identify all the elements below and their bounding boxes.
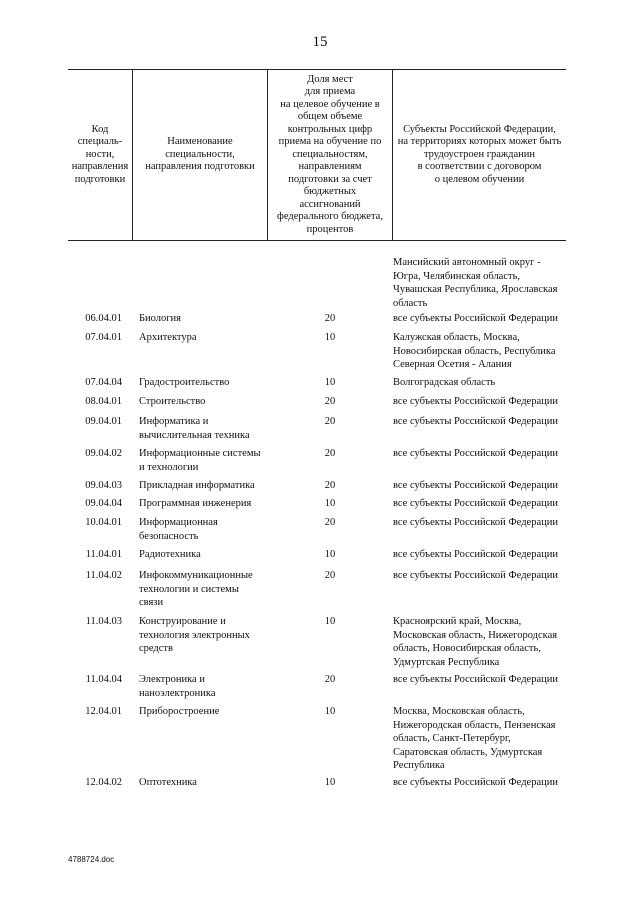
row-share: 20 — [324, 396, 336, 407]
row-subjects: все субъекты Российской Федерации — [393, 416, 558, 427]
row-code: 11.04.04 — [85, 674, 122, 685]
row-name: Инфокоммуникационные технологии и системы связи — [139, 570, 253, 608]
table-header — [68, 69, 566, 241]
row-code: 09.04.03 — [85, 480, 122, 491]
header-share: Доля мест для приема на целевое обучение в общем объеме контрольных цифр приема на обучение по специальностям, направлениям подготовки за счет бюджетных ассигнований федерального бюджета, процентов — [267, 70, 392, 240]
continuation-text: Мансийский автономный округ - Югра, Челябинская область, Чувашская Республика, Ярославская область — [393, 257, 558, 309]
row-share: 10 — [324, 332, 336, 343]
row-subjects: все субъекты Российской Федерации — [393, 777, 558, 788]
row-name: Строительство — [139, 396, 206, 407]
row-code: 09.04.04 — [85, 498, 122, 509]
row-subjects: все субъекты Российской Федерации — [393, 517, 558, 528]
row-code: 11.04.01 — [85, 549, 122, 560]
row-code: 11.04.02 — [85, 570, 122, 581]
row-share: 20 — [324, 313, 336, 324]
row-share: 10 — [324, 616, 336, 627]
row-code: 12.04.02 — [85, 777, 122, 788]
row-share: 20 — [324, 448, 336, 459]
row-share: 10 — [324, 377, 336, 388]
row-subjects: все субъекты Российской Федерации — [393, 498, 558, 509]
row-name: Программная инженерия — [139, 498, 252, 509]
row-code: 09.04.01 — [85, 416, 122, 427]
row-code: 11.04.03 — [85, 616, 122, 627]
row-code: 09.04.02 — [85, 448, 122, 459]
header-subjects: Субъекты Российской Федерации, на территориях которых может быть трудоустроен гражданин в соответствии с договором о целевом обучении — [392, 70, 566, 240]
row-name: Информационная безопасность — [139, 517, 218, 542]
page-number: 15 — [312, 34, 328, 50]
row-share: 20 — [324, 517, 336, 528]
row-share: 20 — [324, 480, 336, 491]
row-name: Оптотехника — [139, 777, 197, 788]
row-subjects: Москва, Московская область, Нижегородская область, Пензенская область, Санкт-Петербург, Саратовская область, Удмуртская Республика — [393, 706, 556, 771]
row-code: 12.04.01 — [85, 706, 122, 717]
row-name: Приборостроение — [139, 706, 220, 717]
row-subjects: все субъекты Российской Федерации — [393, 313, 558, 324]
row-subjects: Красноярский край, Москва, Московская область, Нижегородская область, Новосибирская область, Удмуртская Республика — [393, 616, 558, 668]
row-share: 20 — [324, 674, 336, 685]
row-subjects: все субъекты Российской Федерации — [393, 570, 558, 581]
row-subjects: Волгоградская область — [393, 377, 496, 388]
row-subjects: все субъекты Российской Федерации — [393, 674, 558, 685]
row-code: 07.04.01 — [85, 332, 122, 343]
row-name: Конструирование и технология электронных средств — [139, 616, 250, 654]
row-share: 10 — [324, 498, 336, 509]
row-share: 20 — [324, 570, 336, 581]
row-share: 10 — [324, 706, 336, 717]
row-code: 06.04.01 — [85, 313, 122, 324]
row-subjects: все субъекты Российской Федерации — [393, 480, 558, 491]
row-subjects: все субъекты Российской Федерации — [393, 448, 558, 459]
document-footer: 4788724.doc — [68, 855, 115, 864]
row-name: Электроника и наноэлектроника — [139, 674, 216, 699]
row-code: 10.04.01 — [85, 517, 122, 528]
row-name: Биология — [139, 313, 182, 324]
header-name: Наименование специальности, направления подготовки — [132, 70, 267, 240]
row-subjects: Калужская область, Москва, Новосибирская область, Республика Северная Осетия - Алания — [393, 332, 556, 370]
row-code: 08.04.01 — [85, 396, 122, 407]
header-code: Код специаль- ности, направления подготовки — [71, 123, 129, 185]
row-name: Прикладная информатика — [139, 480, 255, 491]
row-code: 07.04.04 — [85, 377, 122, 388]
row-name: Информационные системы и технологии — [139, 448, 261, 473]
row-name: Радиотехника — [139, 549, 201, 560]
row-share: 10 — [324, 549, 336, 560]
row-share: 10 — [324, 777, 336, 788]
row-name: Архитектура — [139, 332, 197, 343]
row-subjects: все субъекты Российской Федерации — [393, 549, 558, 560]
row-name: Градостроительство — [139, 377, 230, 388]
row-subjects: все субъекты Российской Федерации — [393, 396, 558, 407]
row-name: Информатика и вычислительная техника — [139, 416, 250, 441]
row-share: 20 — [324, 416, 336, 427]
